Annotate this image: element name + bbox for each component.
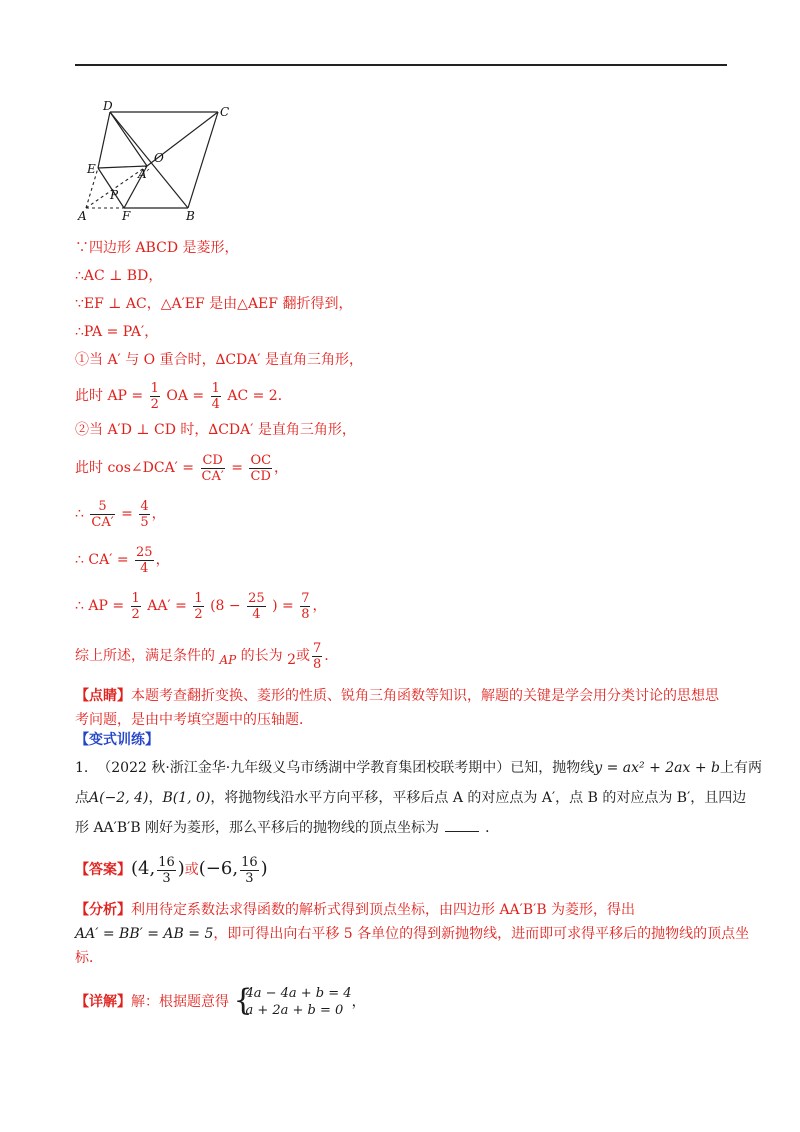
ap-label: AP xyxy=(219,653,237,667)
label-a: A xyxy=(78,209,87,223)
analysis-line-2 xyxy=(75,924,750,944)
answer-line xyxy=(75,848,735,890)
ratio-line xyxy=(75,494,735,534)
line-text: 解：根据题意得 xyxy=(131,994,229,1010)
label-o: O xyxy=(154,151,164,165)
label-f: F xyxy=(122,209,131,223)
label-a1: A′ xyxy=(138,167,150,181)
case-1-line xyxy=(75,350,735,370)
case-2-line xyxy=(75,420,735,440)
expr: ) = xyxy=(272,598,294,614)
proof-line-3 xyxy=(75,294,735,314)
analysis-tag: 【分析】 xyxy=(75,902,131,918)
fraction: $\frac{5}{CA'}$ xyxy=(91,498,114,530)
analysis-line-1 xyxy=(75,900,735,920)
punct: ． xyxy=(277,388,292,404)
punct: ， xyxy=(351,994,366,1010)
expr: (8 − xyxy=(210,598,241,614)
line-text: EF ⊥ AC，△A′EF 是由△AEF 翻折得到， xyxy=(83,296,353,312)
rhombus-figure xyxy=(72,96,252,226)
or-text: 或 xyxy=(184,862,199,878)
punct: ． xyxy=(324,648,339,664)
point-part: (−6, xyxy=(198,858,239,879)
therefore-marker: ∴ xyxy=(75,506,84,522)
proof-line-1 xyxy=(75,238,735,258)
line-text: ，将抛物线沿水平方向平移，平移后点 A 的对应点为 A′，点 B 的对应点为 B′，且四边 xyxy=(210,790,747,806)
ca1-line xyxy=(75,540,735,580)
fraction: $\frac{16}{3}$ xyxy=(241,854,258,886)
line-text: ②当 A′D ⊥ CD 时，∆CDA′ 是直角三角形， xyxy=(75,422,356,438)
label-c: C xyxy=(220,105,230,119)
expr: CA′ = xyxy=(88,552,129,568)
therefore-marker: ∴ xyxy=(75,268,84,284)
punct: ， xyxy=(148,790,163,806)
line-text: 形 AA′B′B 刚好为菱形，那么平移后的抛物线的顶点坐标为 xyxy=(75,820,440,836)
equal-sides-eq: AA′ = BB′ = AB = 5 xyxy=(75,926,214,942)
since-marker: ∵ xyxy=(75,296,84,312)
line-text: 利用待定系数法求得函数的解析式得到顶点坐标，由四边形 AA′B′B 为菱形，得出 xyxy=(131,902,636,918)
therefore-marker: ∴ xyxy=(75,598,84,614)
line-text: AC ⊥ BD， xyxy=(83,268,163,284)
proof-line-4 xyxy=(75,322,735,342)
label-e: E xyxy=(87,162,96,176)
answer-tag: 【答案】 xyxy=(75,862,131,878)
dianjing-body: 本题考查翻折变换、菱形的性质、锐角三角函数等知识，解题的关键是学会用分类讨论的思想思考问题，是由中考填空题中的压轴题． xyxy=(75,688,719,728)
problem-line-1 xyxy=(75,758,763,778)
expr: AP = xyxy=(88,598,125,614)
brace-icon: { xyxy=(233,983,253,1018)
fraction: $\frac{25}{4}$ xyxy=(136,544,153,576)
geometry-diagram xyxy=(72,96,252,226)
dianjing-tag: 【点睛】 xyxy=(75,688,131,704)
therefore-marker: ∴ xyxy=(75,552,84,568)
equals: = xyxy=(121,506,133,522)
parabola-equation: y = ax² + 2ax + b xyxy=(594,760,721,776)
detail-tag: 【详解】 xyxy=(75,994,131,1010)
label-p: P xyxy=(110,188,119,202)
analysis-line-3: 标． xyxy=(75,950,103,966)
point-part: ) xyxy=(177,858,185,879)
punct: ， xyxy=(155,552,170,568)
point-a: A(−2, 4) xyxy=(89,790,149,806)
detail-line xyxy=(75,980,735,1024)
segment-da1 xyxy=(110,112,147,166)
conclusion-line xyxy=(75,636,735,676)
punct: ， xyxy=(274,460,289,476)
line-text: 综上所述，满足条件的 xyxy=(75,648,215,664)
therefore-marker: ∴ xyxy=(75,324,84,340)
fraction: $\frac{CD}{CA'}$ xyxy=(201,452,224,484)
fraction: $\frac{OC}{CD}$ xyxy=(250,452,272,484)
problem-source: （2022 秋·浙江金华·九年级义乌市绣湖中学教育集团校联考期中）已知，抛物线 xyxy=(97,760,595,776)
line-text: ①当 A′ 与 O 重合时，∆CDA′ 是直角三角形， xyxy=(75,352,364,368)
fraction: $\frac{25}{4}$ xyxy=(248,590,265,622)
line-text: ，即可得出向右平移 5 各单位的得到新抛物线，进而即可求得平移后的抛物线的顶点坐 xyxy=(213,926,750,942)
fraction: $\frac{16}{3}$ xyxy=(158,854,175,886)
problem-line-3 xyxy=(75,818,735,838)
equation-1: 4a − 4a + b = 4 xyxy=(245,986,352,1001)
point-part: (4, xyxy=(131,858,156,879)
line-text: 此时 cos∠DCA′ = xyxy=(75,460,195,476)
value-two: 2 xyxy=(287,652,297,668)
equation-system xyxy=(233,985,351,1019)
fraction: $\frac{7}{8}$ xyxy=(301,590,310,622)
fraction: $\frac{4}{5}$ xyxy=(140,498,149,530)
line-text: 的长为 xyxy=(240,648,283,664)
header-rule xyxy=(75,64,727,66)
fraction: $\frac{1}{4}$ xyxy=(211,380,220,412)
point-part: ) xyxy=(260,858,268,879)
line-text: 点 xyxy=(75,790,89,806)
punct: ， xyxy=(151,506,166,522)
fraction: $\frac{7}{8}$ xyxy=(313,640,322,672)
punct: ． xyxy=(485,820,500,836)
fraction: $\frac{1}{2}$ xyxy=(150,380,159,412)
proof-line-2 xyxy=(75,266,735,286)
line-text: 四边形 ABCD 是菱形， xyxy=(89,240,239,256)
label-d: D xyxy=(103,99,113,113)
label-b: B xyxy=(186,209,195,223)
problem-line-2 xyxy=(75,788,747,808)
expr: OA = xyxy=(166,388,205,404)
line-text: PA = PA′， xyxy=(83,324,159,340)
since-marker: ∵ xyxy=(75,240,89,256)
fraction: $\frac{1}{2}$ xyxy=(131,590,140,622)
case-2-cos xyxy=(75,448,735,488)
case-1-computation xyxy=(75,376,735,416)
expr: AC = 2 xyxy=(227,388,278,404)
edge-cb xyxy=(188,112,218,208)
edge-de xyxy=(98,112,110,168)
or-text: 或 xyxy=(296,648,311,664)
punct: ， xyxy=(312,598,327,614)
problem-number: 1. xyxy=(75,760,89,776)
dianjing-note xyxy=(75,684,727,732)
variant-training-heading: 【变式训练】 xyxy=(75,732,159,748)
line-text: 上有两 xyxy=(720,760,763,776)
line-text: 此时 AP = xyxy=(75,388,144,404)
point-b: B(1, 0) xyxy=(162,790,211,806)
diagonal-db xyxy=(110,112,188,208)
equation-2: a + 2a + b = 0 xyxy=(245,1003,344,1018)
answer-blank xyxy=(445,831,479,832)
equals: = xyxy=(231,460,243,476)
fraction: $\frac{1}{2}$ xyxy=(194,590,203,622)
expr: AA′ = xyxy=(147,598,187,614)
ap-result-line xyxy=(75,586,735,626)
